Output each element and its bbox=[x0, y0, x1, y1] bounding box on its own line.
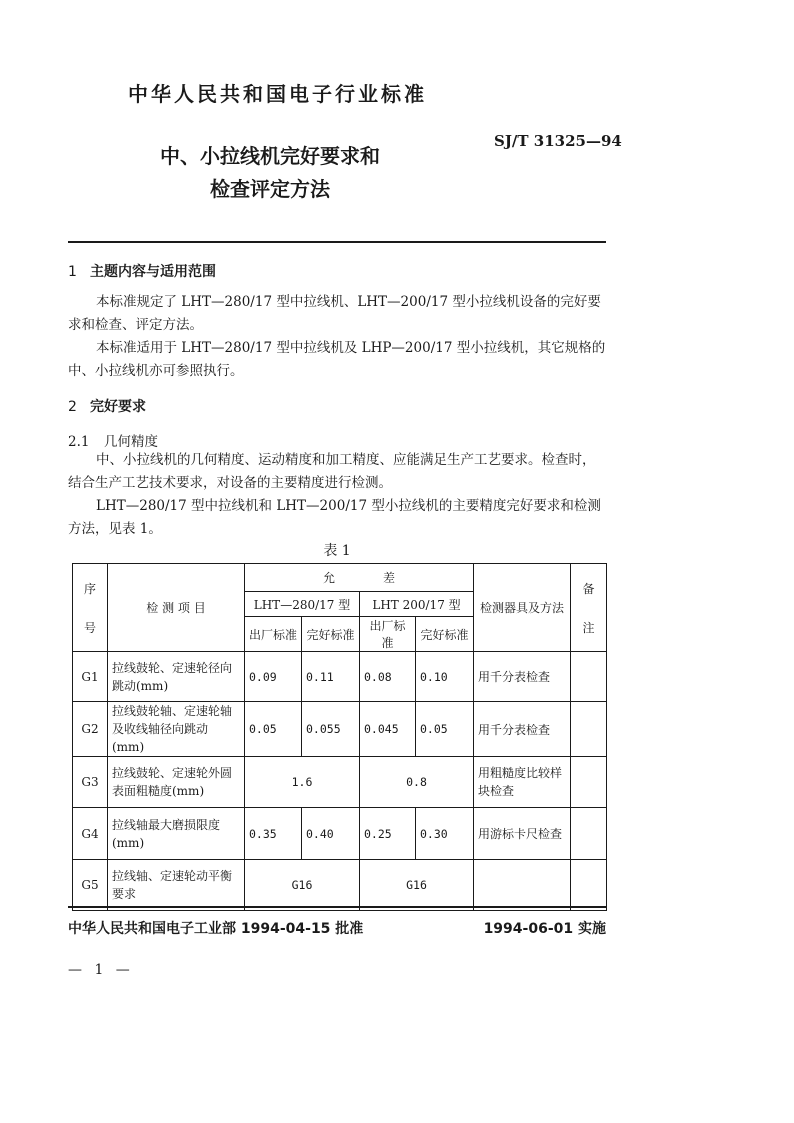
header-seq-top: 序 bbox=[83, 581, 96, 596]
section-2-heading bbox=[68, 396, 146, 416]
header-remark bbox=[571, 564, 607, 652]
row-a-good: 0.40 bbox=[302, 808, 360, 860]
row-remark bbox=[571, 860, 607, 911]
row-a-merged: 1.6 bbox=[245, 757, 360, 808]
header-good-std-a: 完好标准 bbox=[302, 617, 360, 652]
subsection-number: 2.1 bbox=[68, 434, 90, 450]
row-remark bbox=[571, 702, 607, 757]
table-row bbox=[73, 808, 607, 860]
header-factory-std-b: 出厂标准 bbox=[360, 617, 416, 652]
document-title-line-1: 中、小拉线机完好要求和 bbox=[160, 144, 380, 168]
row-item: 拉线轴最大磨损限度(mm) bbox=[108, 808, 245, 860]
row-remark bbox=[571, 808, 607, 860]
section-number: 2 bbox=[68, 399, 77, 415]
section-title: 主题内容与适用范围 bbox=[90, 264, 216, 280]
row-a-merged: G16 bbox=[245, 860, 360, 911]
section-1-paragraph-2: 本标准适用于 LHT—280/17 型中拉线机及 LHP—200/17 型小拉线机，其它规格的中、小拉线机亦可参照执行。 bbox=[68, 340, 606, 379]
row-item: 拉线鼓轮、定速轮径向跳动(mm) bbox=[108, 652, 245, 702]
row-b-factory: 0.045 bbox=[360, 702, 416, 757]
row-a-good: 0.055 bbox=[302, 702, 360, 757]
row-item: 拉线鼓轮、定速轮外圆表面粗糙度(mm) bbox=[108, 757, 245, 808]
row-a-factory: 0.35 bbox=[245, 808, 302, 860]
row-a-factory: 0.09 bbox=[245, 652, 302, 702]
header-good-std-b: 完好标准 bbox=[416, 617, 474, 652]
header-factory-std-a: 出厂标准 bbox=[245, 617, 302, 652]
row-method bbox=[474, 860, 571, 911]
section-2-paragraph-1: 中、小拉线机的几何精度、运动精度和加工精度、应能满足生产工艺要求。检查时，结合生产工艺技术要求，对设备的主要精度进行检测。 bbox=[68, 452, 596, 491]
row-id: G1 bbox=[73, 652, 108, 702]
footer-divider bbox=[68, 906, 606, 908]
header-tolerance: 允 差 bbox=[245, 564, 474, 592]
section-1-paragraph-1: 本标准规定了 LHT—280/17 型中拉线机、LHT—200/17 型小拉线机设备的完好要求和检查、评定方法。 bbox=[68, 294, 601, 333]
standard-code: SJ/T 31325—94 bbox=[494, 132, 622, 150]
precision-table bbox=[72, 563, 607, 911]
row-method: 用粗糙度比较样块检查 bbox=[474, 757, 571, 808]
row-id: G5 bbox=[73, 860, 108, 911]
row-id: G2 bbox=[73, 702, 108, 757]
table-caption: 表 1 bbox=[323, 543, 351, 559]
header-remark-bottom: 注 bbox=[582, 620, 595, 635]
subsection-title: 几何精度 bbox=[104, 434, 158, 450]
table-row bbox=[73, 860, 607, 911]
section-1-heading bbox=[68, 261, 216, 281]
table-row bbox=[73, 652, 607, 702]
row-remark bbox=[571, 652, 607, 702]
row-remark bbox=[571, 757, 607, 808]
row-a-good: 0.11 bbox=[302, 652, 360, 702]
effective-date: 1994-06-01 实施 bbox=[483, 921, 606, 937]
row-item: 拉线轴、定速轮动平衡要求 bbox=[108, 860, 245, 911]
header-divider bbox=[68, 241, 606, 243]
row-b-good: 0.05 bbox=[416, 702, 474, 757]
table-row bbox=[73, 702, 607, 757]
row-item: 拉线鼓轮轴、定速轮轴及收线轴径向跳动(mm) bbox=[108, 702, 245, 757]
row-b-good: 0.10 bbox=[416, 652, 474, 702]
header-seq bbox=[73, 564, 108, 652]
subsection-2-1-heading bbox=[68, 430, 158, 450]
row-method: 用千分表检查 bbox=[474, 702, 571, 757]
row-method: 用千分表检查 bbox=[474, 652, 571, 702]
row-b-factory: 0.08 bbox=[360, 652, 416, 702]
issuing-organization: 中华人民共和国电子行业标准 bbox=[128, 82, 427, 106]
row-b-factory: 0.25 bbox=[360, 808, 416, 860]
row-a-factory: 0.05 bbox=[245, 702, 302, 757]
row-b-merged: G16 bbox=[360, 860, 474, 911]
table-row bbox=[73, 757, 607, 808]
row-b-merged: 0.8 bbox=[360, 757, 474, 808]
row-id: G4 bbox=[73, 808, 108, 860]
header-item: 检 测 项 目 bbox=[108, 564, 245, 652]
row-b-good: 0.30 bbox=[416, 808, 474, 860]
header-model-b: LHT 200/17 型 bbox=[360, 592, 474, 617]
section-2-paragraph-2: LHT—280/17 型中拉线机和 LHT—200/17 型小拉线机的主要精度完好要求和检测方法，见表 1。 bbox=[68, 498, 601, 537]
header-seq-bottom: 号 bbox=[83, 620, 96, 635]
header-model-a: LHT—280/17 型 bbox=[245, 592, 360, 617]
header-remark-top: 备 bbox=[582, 581, 595, 596]
section-title: 完好要求 bbox=[90, 399, 146, 415]
document-title-line-2: 检查评定方法 bbox=[210, 177, 330, 201]
page-number: — 1 — bbox=[68, 962, 134, 978]
approval-statement: 中华人民共和国电子工业部 1994-04-15 批准 bbox=[68, 921, 364, 937]
header-method: 检测器具及方法 bbox=[474, 564, 571, 652]
row-method: 用游标卡尺检查 bbox=[474, 808, 571, 860]
section-number: 1 bbox=[68, 264, 77, 280]
row-id: G3 bbox=[73, 757, 108, 808]
